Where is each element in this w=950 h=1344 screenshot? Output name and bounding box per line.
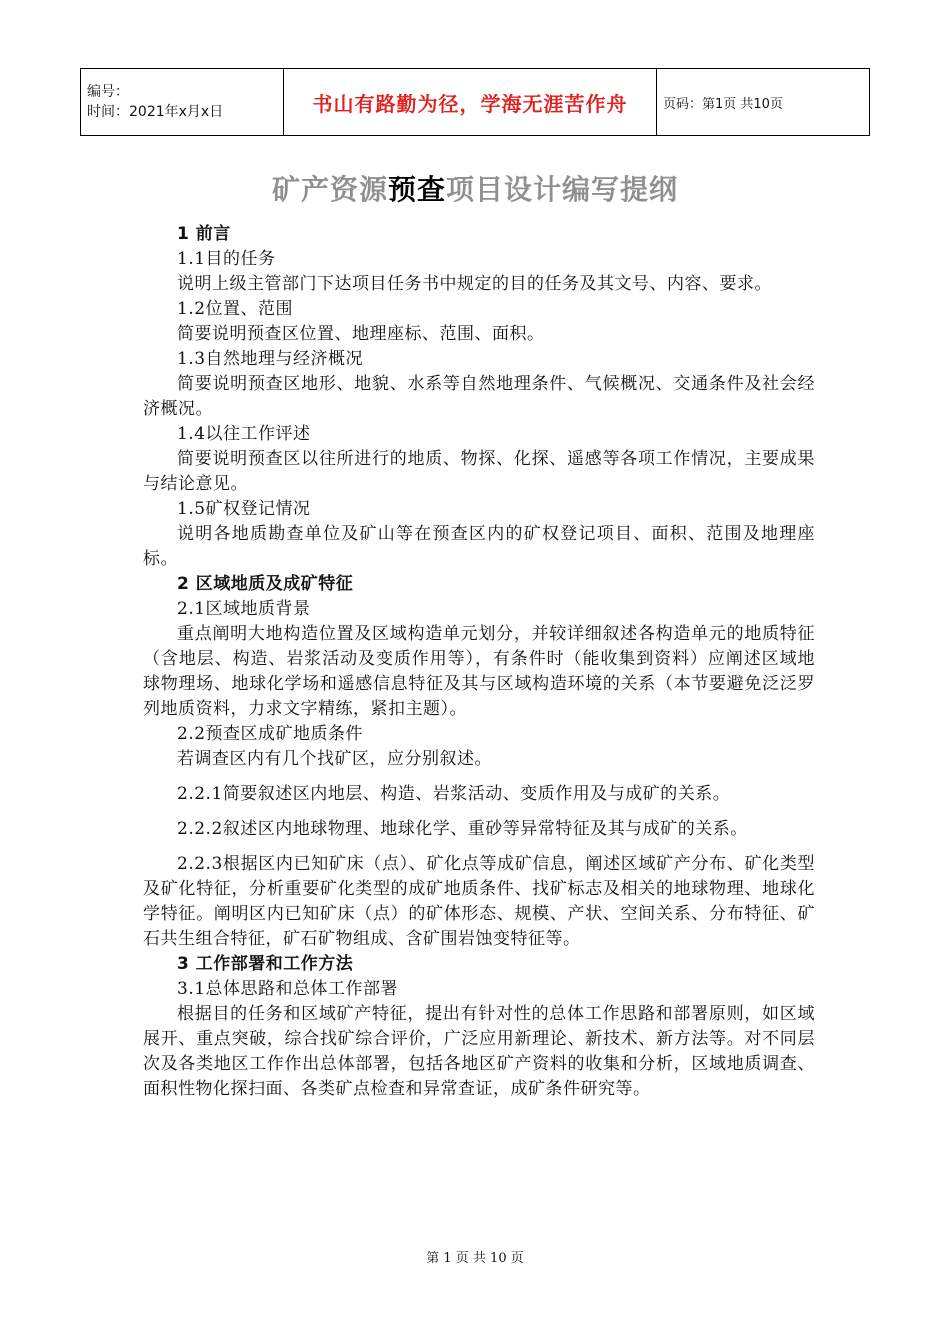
motto: 书山有路勤为径，学海无涯苦作舟	[284, 69, 657, 136]
paragraph: 2.2.1简要叙述区内地层、构造、岩浆活动、变质作用及与成矿的关系。	[177, 784, 731, 804]
paragraph: 2.2.3根据区内已知矿床（点）、矿化点等成矿信息，阐述区域矿产分布、矿化类型及矿化特征，分析重要矿化类型的成矿地质条件、找矿标志及相关的地球物理、地球化学特征。阐明区内已知矿床（点）的矿体形态、规模、产状、空间关系、分布特征、矿石共生组合特征，矿石矿物组成、含矿围岩蚀变特征等。	[143, 854, 815, 949]
section-heading: 1 前言	[177, 224, 231, 244]
page-label: 页码：第1页 共10页	[657, 69, 870, 136]
paragraph: 简要说明预查区地形、地貌、水系等自然地理条件、气候概况、交通条件及社会经济概况。	[143, 374, 815, 419]
paragraph: 2.2.2叙述区内地球物理、地球化学、重砂等异常特征及其与成矿的关系。	[177, 819, 748, 839]
time-label: 时间：2021年x月x日	[87, 104, 224, 120]
subsection-heading: 1.3自然地理与经济概况	[177, 349, 364, 369]
number-label: 编号：	[87, 84, 129, 100]
paragraph: 根据目的任务和区域矿产特征，提出有针对性的总体工作思路和部署原则，如区域展开、重点突破，综合找矿综合评价，广泛应用新理论、新技术、新方法等。对不同层次及各类地区工作作出总体部署，包括各地区矿产资料的收集和分析，区域地质调查、面积性物化探扫面、各类矿点检查和异常查证，成矿条件研究等。	[143, 1004, 815, 1099]
paragraph: 简要说明预查区以往所进行的地质、物探、化探、遥感等各项工作情况，主要成果与结论意见。	[143, 449, 815, 494]
paragraph: 说明各地质勘查单位及矿山等在预查区内的矿权登记项目、面积、范围及地理座标。	[143, 524, 815, 569]
document-title	[0, 168, 950, 208]
header-meta-cell	[81, 69, 284, 136]
subsection-heading: 1.2位置、范围	[177, 299, 294, 319]
header-table	[80, 68, 870, 136]
subsection-heading: 1.4以往工作评述	[177, 424, 311, 444]
subsection-heading: 1.1目的任务	[177, 249, 276, 269]
paragraph: 说明上级主管部门下达项目任务书中规定的目的任务及其文号、内容、要求。	[177, 274, 772, 294]
paragraph: 简要说明预查区位置、地理座标、范围、面积。	[177, 324, 545, 344]
title-part-3: 项目设计编写提纲	[446, 173, 679, 206]
title-part-1: 矿产资源	[271, 173, 388, 206]
document-body	[143, 222, 815, 1102]
subsection-heading: 2.2预查区成矿地质条件	[177, 724, 364, 744]
page-footer: 第 1 页 共 10 页	[426, 1251, 524, 1266]
subsection-heading: 2.1区域地质背景	[177, 599, 311, 619]
section-heading: 3 工作部署和工作方法	[177, 954, 354, 974]
paragraph: 若调查区内有几个找矿区，应分别叙述。	[177, 749, 492, 769]
subsection-heading: 3.1总体思路和总体工作部署	[177, 979, 399, 999]
title-part-2: 预查	[387, 173, 446, 206]
paragraph: 重点阐明大地构造位置及区域构造单元划分，并较详细叙述各构造单元的地质特征（含地层、构造、岩浆活动及变质作用等），有条件时（能收集到资料）应阐述区域地球物理场、地球化学场和遥感信息特征及其与区域构造环境的关系（本节要避免泛泛罗列地质资料，力求文字精练，紧扣主题）。	[143, 624, 815, 719]
subsection-heading: 1.5矿权登记情况	[177, 499, 311, 519]
section-heading: 2 区域地质及成矿特征	[177, 574, 354, 594]
